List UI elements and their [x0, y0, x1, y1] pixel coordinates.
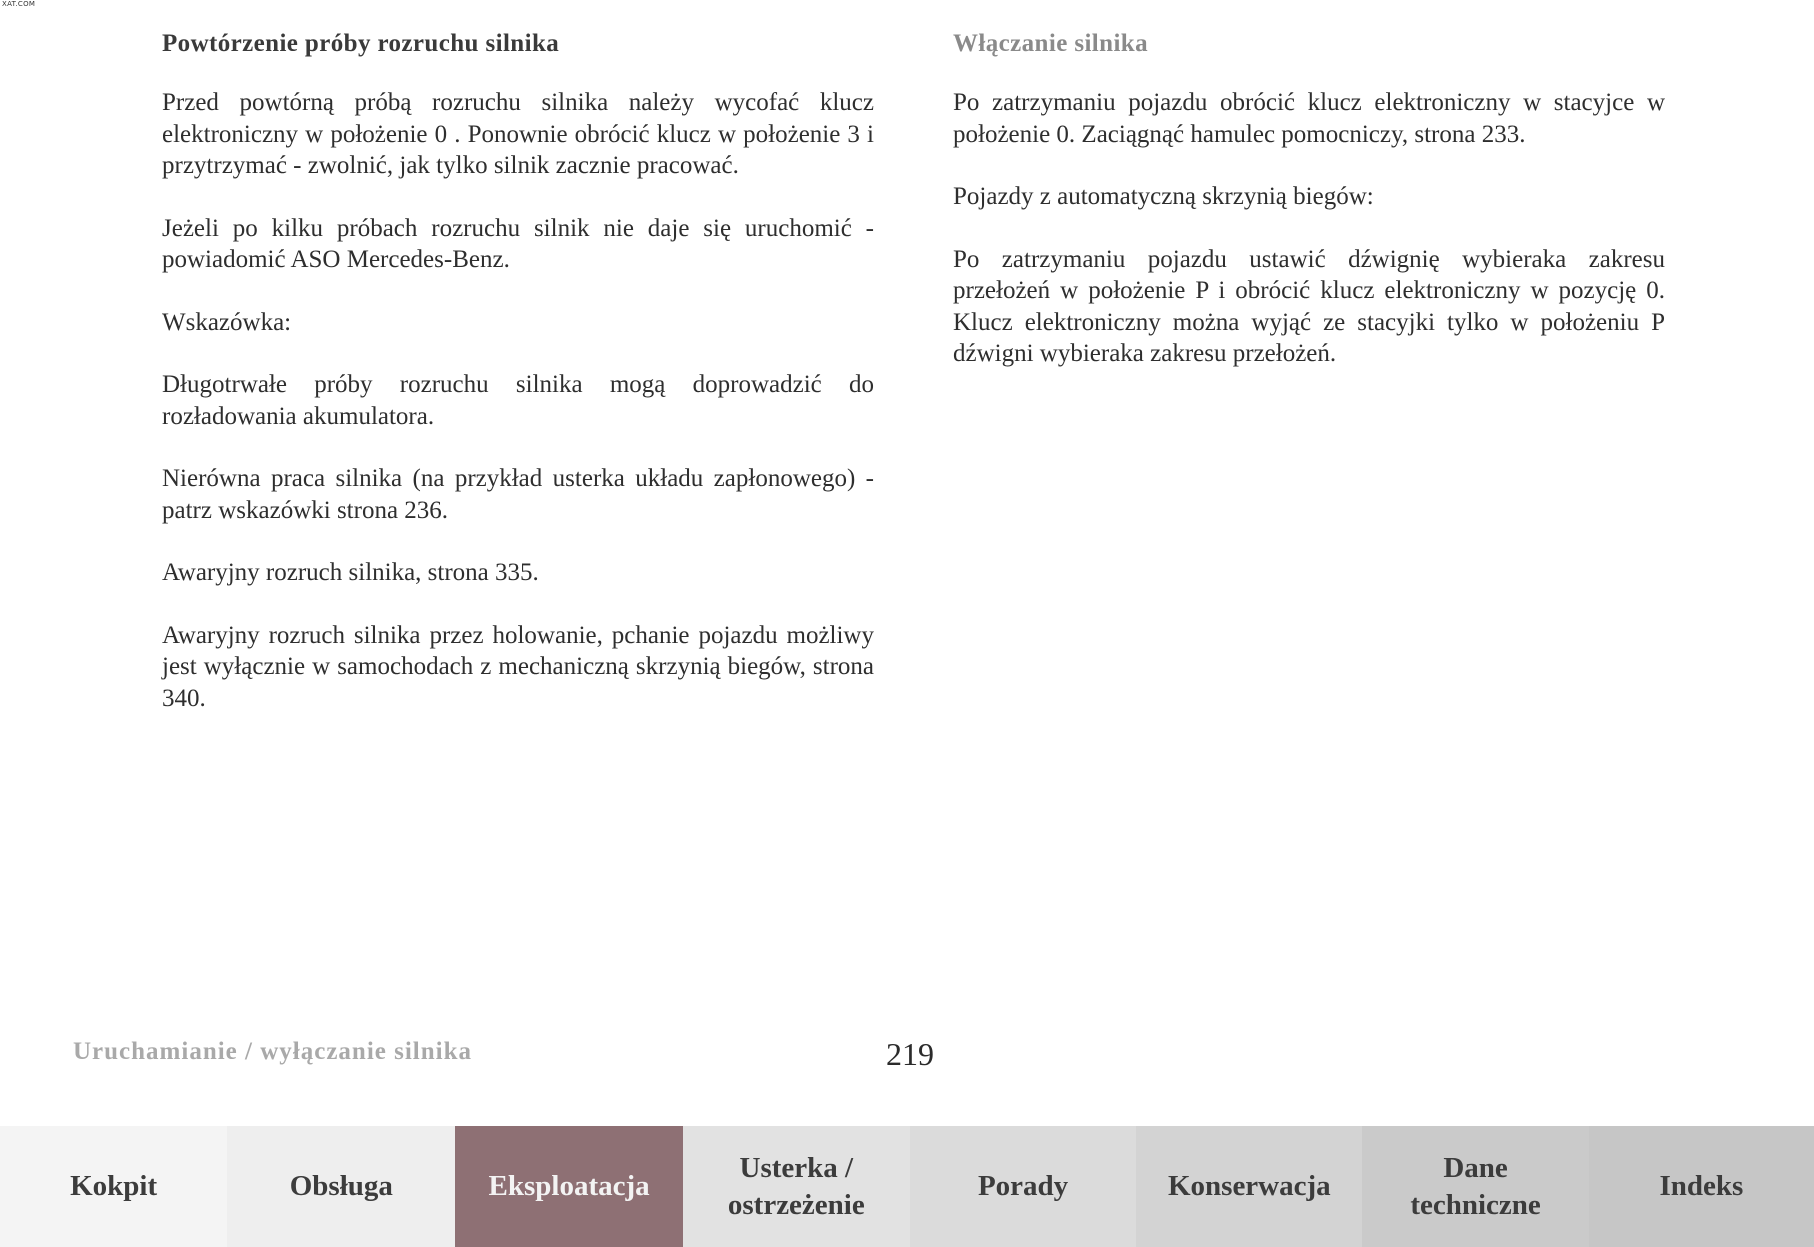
paragraph: Wskazówka: [162, 308, 292, 336]
tab-obsluga[interactable] [227, 1126, 455, 1247]
tab-label: Kokpit [70, 1170, 158, 1202]
tab-eksploatacja[interactable] [455, 1126, 682, 1247]
footer-section-title: Uruchamianie / wyłączanie silnika [73, 1038, 472, 1065]
tab-porady[interactable] [910, 1126, 1136, 1247]
tab-label: Usterka / ostrzeżenie [727, 1151, 865, 1221]
tab-label: Obsługa [289, 1170, 393, 1202]
paragraph: Pojazdy z automatyczną skrzynią biegów: [953, 183, 1374, 210]
tab-indeks[interactable] [1589, 1126, 1814, 1247]
tab-dane-techniczne[interactable] [1362, 1126, 1588, 1247]
paragraph: Awaryjny rozruch silnika, strona 335. [162, 559, 539, 586]
tab-label: Indeks [1659, 1170, 1744, 1202]
paragraph: Awaryjny rozruch silnika przez holowanie, pchanie pojazdu możliwy jest wyłącznie w samochodach z mechaniczną skrzynią biegów, strona 340. [162, 621, 874, 712]
tab-konserwacja[interactable] [1136, 1126, 1362, 1247]
tab-kokpit[interactable] [0, 1126, 227, 1247]
section-heading-right: Włączanie silnika [953, 30, 1149, 57]
left-column [162, 24, 874, 745]
section-heading-left: Powtórzenie próby rozruchu silnika [162, 30, 560, 57]
paragraph: Po zatrzymaniu pojazdu ustawić dźwignię wybieraka zakresu przełożeń w położenie P i obrócić klucz elektroniczny w pozycję 0. Klucz elektroniczny można wyjąć ze stacyjki tylko w położeniu P dźwigni wybieraka zakresu przełożeń. [953, 245, 1665, 367]
tab-usterka-ostrzezenie[interactable] [683, 1126, 910, 1247]
right-column [953, 24, 1665, 401]
paragraph: Po zatrzymaniu pojazdu obrócić klucz elektroniczny w stacyjce w położenie 0. Zaciągnąć hamulec pomocniczy, strona 233. [953, 89, 1665, 148]
page-number: 219 [886, 1036, 934, 1072]
paragraph: Długotrwałe próby rozruchu silnika mogą doprowadzić do rozładowania akumulatora. [162, 371, 874, 430]
tab-label: Eksploatacja [488, 1170, 650, 1202]
paragraph: Nierówna praca silnika (na przykład usterka układu zapłonowego) - patrz wskazówki strona 236. [162, 465, 874, 524]
paragraph: Jeżeli po kilku próbach rozruchu silnik nie daje się uruchomić - powiadomić ASO Mercedes-Benz. [162, 214, 874, 273]
watermark: XAT.COM [2, 0, 36, 8]
section-tab-bar [0, 1126, 1814, 1247]
tab-label: Porady [977, 1170, 1069, 1202]
paragraph: Przed powtórną próbą rozruchu silnika należy wycofać klucz elektroniczny w położenie 0 . Ponownie obrócić klucz w położenie 3 i przytrzymać - zwolnić, jak tylko silnik zacznie pracować. [162, 89, 874, 179]
tab-label: Konserwacja [1167, 1170, 1331, 1202]
tab-label: Dane techniczne [1410, 1151, 1541, 1221]
